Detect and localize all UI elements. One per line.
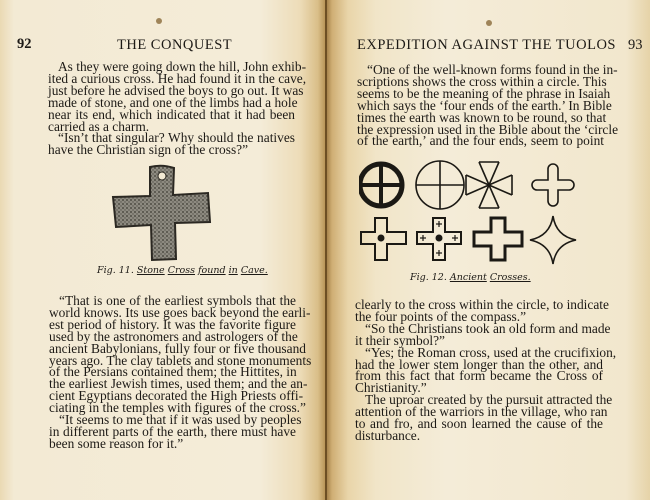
text-line: of the earth,’ and the four ends, seem to point xyxy=(357,133,604,149)
caption-word: Cave. xyxy=(240,265,268,276)
caption-word: found xyxy=(198,265,226,276)
text-line: “So the Christians took an old form and made xyxy=(365,320,611,336)
text-line: been some reason for it.” xyxy=(49,435,184,451)
ink-speck xyxy=(156,18,162,24)
figure-label: Fig. 12. xyxy=(410,272,447,283)
text-line: est period of history. It was the favorite figure xyxy=(49,316,296,332)
text-line: to and fro, and soon learned the cause of the xyxy=(355,416,603,432)
text-line: As they were going down the hill, John exhib- xyxy=(58,59,307,74)
body-text-bottom xyxy=(355,297,617,443)
text-line: from this fact that form became the Cross of xyxy=(355,368,603,384)
ancient-crosses-illustration xyxy=(359,160,579,282)
text-line: the four points of the compass.” xyxy=(355,308,527,324)
body-text-bottom xyxy=(49,293,312,451)
bold-cross-in-circle-icon xyxy=(360,164,402,206)
text-line: seems to be the meaning of the phrase in Isaiah xyxy=(357,85,611,101)
body-text-top xyxy=(357,62,619,149)
rounded-cross-icon xyxy=(532,164,574,206)
charm-hole xyxy=(158,172,166,180)
text-line: the expression used in the Bible about the ‘circle xyxy=(357,121,619,137)
text-line: near its end, which indicated that it had been xyxy=(48,106,295,122)
four-pointed-star-cross-icon xyxy=(530,216,576,264)
text-line: clearly to the cross within the circle, to indicate xyxy=(355,297,609,312)
text-line: scriptions shows the cross within a circle. This xyxy=(357,73,607,89)
greek-cross-with-dot-icon xyxy=(361,218,406,260)
text-line: carried as a charm. xyxy=(48,118,150,134)
text-line: Christianity.” xyxy=(355,380,427,396)
text-line: “One of the well-known forms found in the in- xyxy=(367,62,618,77)
text-line: of the Persians contained them; the Hittites, in xyxy=(49,364,297,380)
text-line: have the Christian sign of the cross?” xyxy=(48,142,249,158)
page-number: 93 xyxy=(628,37,643,53)
text-line: “It seems to me that if it was used by peoples xyxy=(59,412,302,428)
text-line: “Isn’t that singular? Why should the natives xyxy=(58,130,295,146)
caption-word: Cross xyxy=(167,265,195,276)
text-line: “That is one of the earliest symbols that the xyxy=(59,293,296,308)
text-line: ciating in the temples with figures of the cross.” xyxy=(49,400,306,416)
text-line: ancient Babylonians, fully four or five thousand xyxy=(49,340,306,356)
caption-word: Stone xyxy=(136,265,165,276)
text-line: disturbance. xyxy=(355,427,421,443)
thin-cross-in-circle-icon xyxy=(416,161,464,209)
text-line: it their symbol?” xyxy=(355,332,445,348)
bold-greek-cross-icon xyxy=(474,218,522,260)
caption-word: Ancient xyxy=(449,272,487,283)
text-line: the earliest Jewish times, used them; and the an- xyxy=(49,376,308,392)
text-line: years ago. The clay tablets and stone monuments xyxy=(49,352,312,368)
text-line: “Yes; the Roman cross, used at the crucifixion, xyxy=(365,344,617,360)
text-line: just before he advised the boys to go out. It was xyxy=(48,82,304,98)
figure-caption xyxy=(97,265,268,276)
text-line: which says the ‘four ends of the earth.’ In Bible xyxy=(357,97,612,113)
text-line: had the lower stem longer than the other, and xyxy=(355,356,603,372)
book-spine xyxy=(325,0,327,500)
figure-label: Fig. 11. xyxy=(97,265,134,276)
figure-caption xyxy=(410,272,531,283)
text-line: attention of the warriors in the village, who ran xyxy=(355,404,608,420)
greek-cross-with-dot-and-small-crosses-icon xyxy=(417,218,461,260)
caption-word: Crosses. xyxy=(489,272,531,283)
body-text-top xyxy=(48,59,307,158)
stone-cross-illustration xyxy=(110,163,214,263)
text-line: used by the astronomers and astrologers of the xyxy=(49,328,298,344)
text-line: The uproar created by the pursuit attracted the xyxy=(365,392,613,408)
caption-word: in xyxy=(228,265,238,276)
page-number: 92 xyxy=(17,36,32,52)
text-line: world knows. Its use goes back beyond the earli- xyxy=(49,304,311,320)
text-line: times the earth was known to be round, so that xyxy=(357,109,607,125)
text-line: made of stone, and one of the limbs had a hole xyxy=(48,94,298,110)
hourglass-cross-icon xyxy=(466,162,512,208)
running-head: EXPEDITION AGAINST THE TUOLOS xyxy=(357,37,616,53)
ink-speck xyxy=(486,20,492,26)
text-line: ited a curious cross. He had found it in the cave, xyxy=(48,70,307,86)
text-line: in different parts of the earth, there must have xyxy=(49,423,296,439)
text-line: cient Egyptians decorated the High Priests offi- xyxy=(49,388,304,404)
running-head: THE CONQUEST xyxy=(117,37,233,53)
